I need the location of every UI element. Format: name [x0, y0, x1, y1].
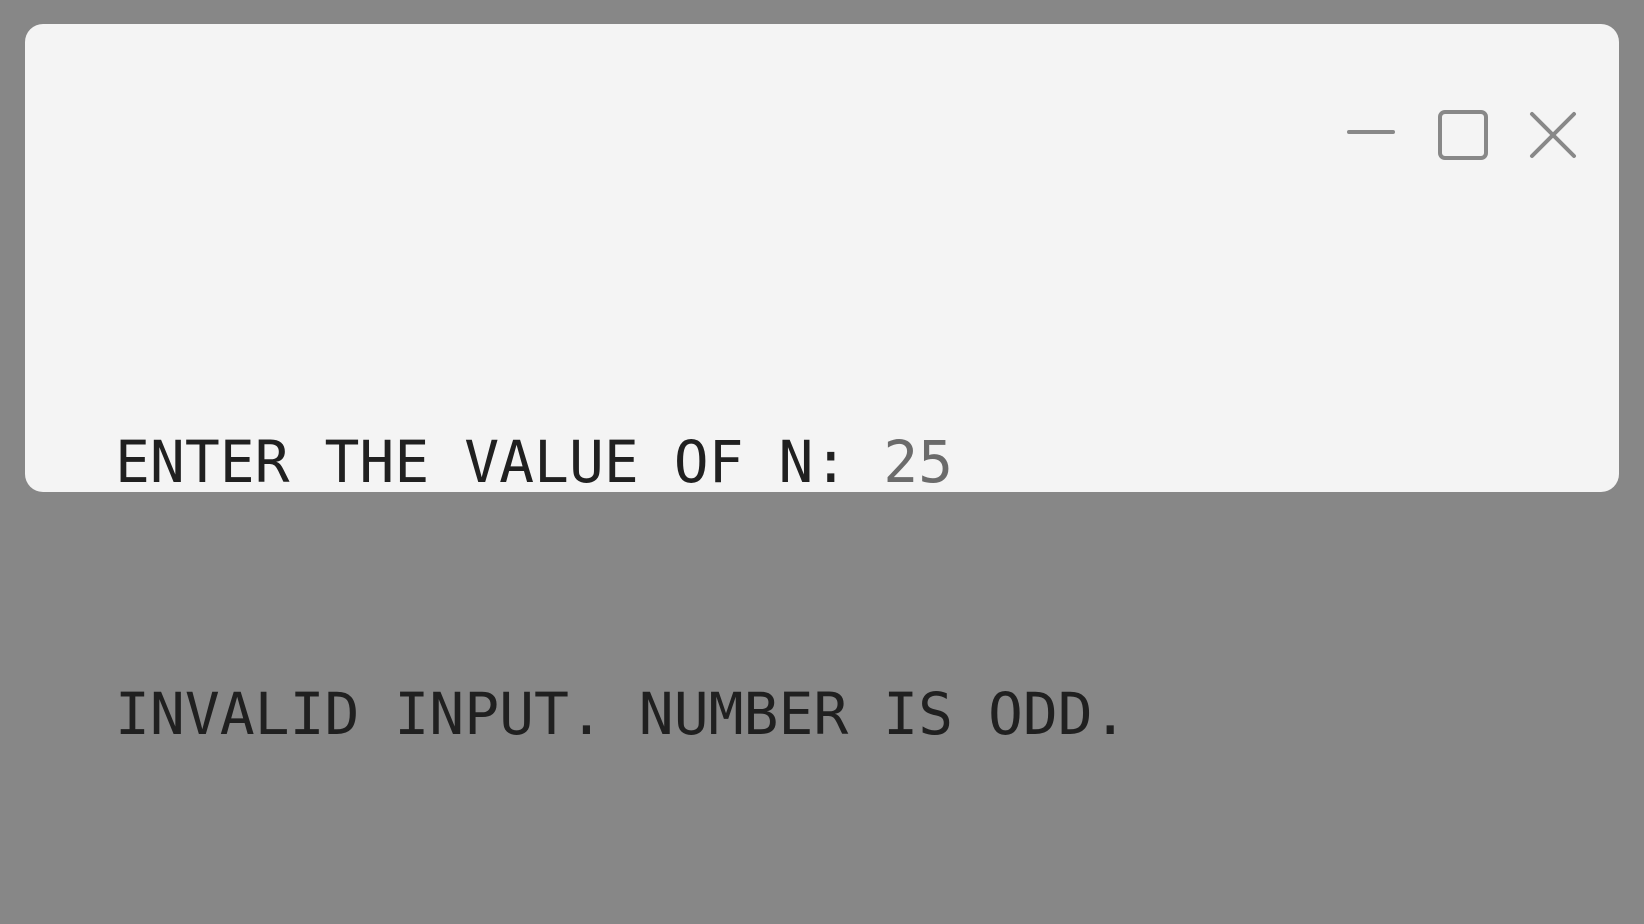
input-value[interactable]: 25	[883, 428, 954, 496]
maximize-icon	[1437, 110, 1489, 162]
prompt-text: ENTER THE VALUE OF N:	[115, 428, 884, 496]
close-icon	[1527, 110, 1579, 162]
minimize-icon	[1345, 110, 1397, 162]
close-button[interactable]	[1527, 110, 1579, 162]
console-output	[115, 252, 1128, 924]
minimize-button[interactable]	[1345, 110, 1397, 162]
terminal-window	[25, 24, 1619, 748]
result-line: INVALID INPUT. NUMBER IS ODD.	[115, 680, 1128, 748]
maximize-button[interactable]	[1437, 110, 1489, 162]
prompt-line	[115, 420, 1128, 504]
